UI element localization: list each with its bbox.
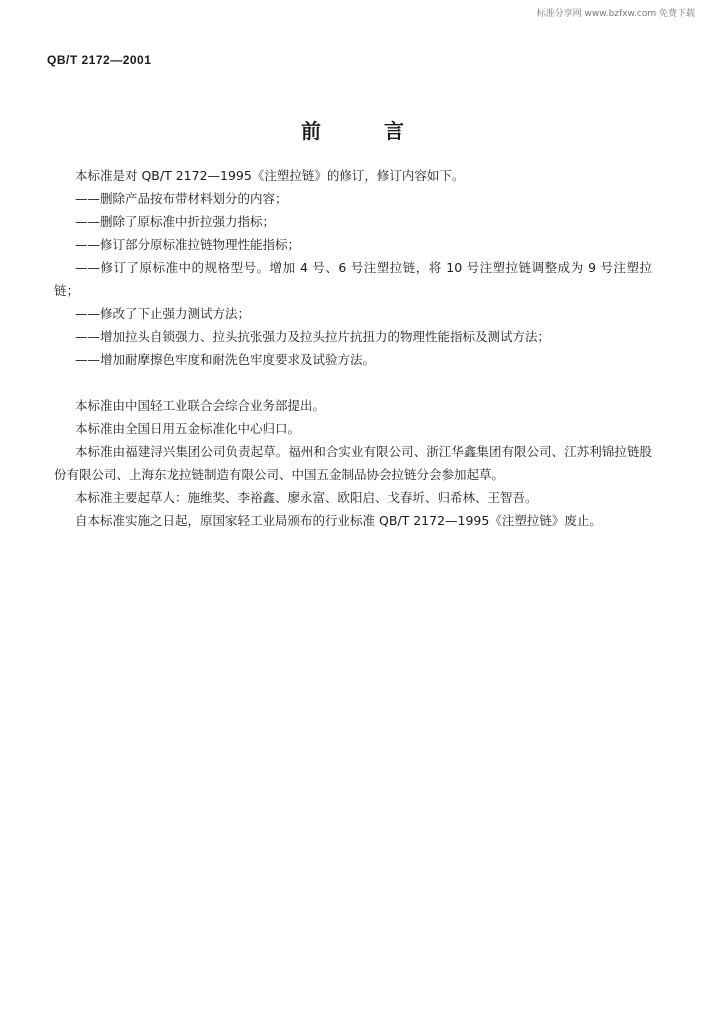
revision-item: ——删除了原标准中折拉强力指标； (75, 214, 276, 229)
paragraph-gap (54, 371, 652, 394)
standard-code: QB/T 2172—2001 (47, 53, 152, 67)
abolition-statement: 自本标准实施之日起，原国家轻工业局颁布的行业标准 QB/T 2172—1995《注塑拉链》废止。 (75, 513, 602, 528)
page-title: 前 言 (301, 119, 432, 143)
drafters-statement: 本标准主要起草人：施维奖、李裕鑫、廖永富、欧阳启、戈春圻、归希林、王智吾。 (75, 490, 538, 505)
revision-item: ——增加耐摩擦色牢度和耐洗色牢度要求及试验方法。 (75, 352, 376, 367)
drafting-units-statement: 本标准由福建浔兴集团公司负责起草。福州和合实业有限公司、浙江华鑫集团有限公司、江苏利锦拉链股份有限公司、上海东龙拉链制造有限公司、中国五金制品协会拉链分会参加起草。 (54, 444, 652, 482)
foreword-body (54, 164, 652, 532)
site-watermark: 标准分享网 www.bzfxw.com 免费下载 (536, 9, 695, 19)
revision-item: ——修改了下止强力测试方法； (75, 306, 251, 321)
revision-item: ——删除产品按布带材料划分的内容； (75, 191, 288, 206)
revision-item: ——增加拉头自锁强力、拉头抗张强力及拉头拉片抗扭力的物理性能指标及测试方法； (75, 329, 551, 344)
centralizing-statement: 本标准由全国日用五金标准化中心归口。 (75, 421, 301, 436)
proposer-statement: 本标准由中国轻工业联合会综合业务部提出。 (75, 398, 326, 413)
revision-item: ——修订了原标准中的规格型号。增加 4 号、6 号注塑拉链，将 10 号注塑拉链调整成为 9 号注塑拉链； (54, 260, 652, 298)
intro-paragraph: 本标准是对 QB/T 2172—1995《注塑拉链》的修订，修订内容如下。 (75, 168, 465, 183)
revision-item: ——修订部分原标准拉链物理性能指标； (75, 237, 301, 252)
